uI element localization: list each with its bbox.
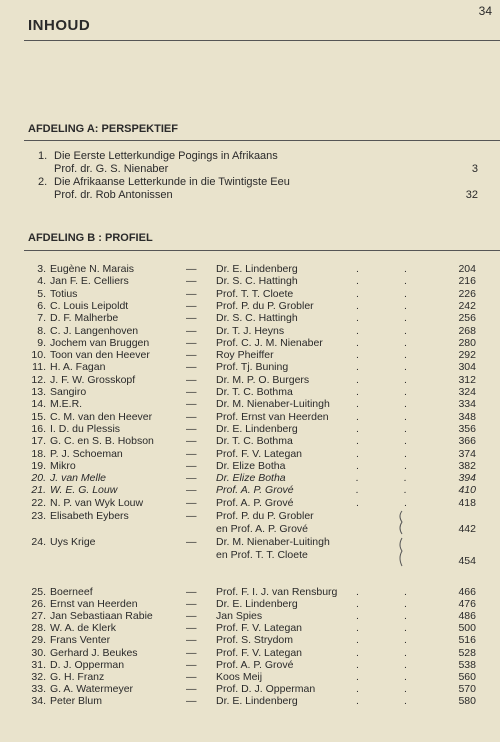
leader-dot: . [356, 299, 359, 312]
leader-dot: . [404, 324, 407, 337]
leader-dot: . [404, 610, 407, 623]
entry-subject: G. H. Franz [50, 670, 105, 683]
entry-page: 348 [458, 410, 476, 423]
entry-subject: W. A. de Klerk [50, 622, 116, 635]
toc-entry [0, 325, 500, 337]
entry-number: 30. [31, 646, 46, 659]
entry-subject: D. J. Opperman [50, 658, 125, 671]
leader-dot: . [356, 435, 359, 448]
entry-dash: — [186, 658, 197, 671]
entry-subject: Toon van den Heever [50, 349, 150, 362]
leader-dot: . [404, 336, 407, 349]
entry-author: Prof. C. J. M. Nienaber [216, 336, 323, 349]
leader-dot: . [356, 694, 359, 707]
entry-subject: Jochem van Bruggen [50, 336, 150, 349]
toc-entry [0, 386, 500, 398]
leader-dot: . [356, 312, 359, 325]
entry-page: 410 [458, 484, 476, 497]
leader-dot: . [356, 484, 359, 497]
entry-page: 304 [458, 361, 476, 374]
entry-number: 33. [31, 682, 46, 695]
entry-author: Koos Meij [216, 670, 263, 683]
toc-entry-cont [0, 523, 500, 535]
toc-entry [0, 300, 500, 312]
entry-subject: H. A. Fagan [50, 361, 106, 374]
leader-dot: . [404, 682, 407, 695]
entry-author: Prof. A. P. Grové [216, 658, 294, 671]
entry-author: Dr. E. Lindenberg [216, 598, 298, 611]
entry-dash: — [186, 472, 197, 485]
entry-author: Prof. P. du P. Grobler [216, 510, 314, 522]
entry-page: 454 [458, 555, 476, 567]
entry-number: 23. [31, 510, 46, 522]
entry-page: 226 [458, 287, 476, 300]
entry-number: 11. [32, 361, 46, 374]
entry-author: Dr. E. Lindenberg [216, 422, 298, 435]
leader-dot: . [404, 361, 407, 374]
entry-number: 16. [31, 422, 46, 435]
title-rule [24, 40, 500, 41]
entry-author: Prof. F. V. Lategan [216, 447, 303, 460]
toc-entry [0, 683, 500, 695]
toc-entry [0, 586, 500, 598]
toc-entry [0, 435, 500, 447]
leader-dot: . [356, 670, 359, 683]
entry-number: 19. [31, 459, 46, 472]
entry-number: 12. [31, 373, 46, 386]
entry-page: 500 [458, 622, 476, 635]
entry-dash: — [186, 536, 197, 548]
item-text [54, 176, 434, 202]
toc-entry-cont [0, 549, 500, 567]
toc-entry [0, 361, 500, 373]
entry-number: 34. [31, 694, 46, 707]
entry-subject: Elisabeth Eybers [50, 510, 129, 522]
entry-number: 3. [37, 263, 46, 275]
entry-author: Dr. T. C. Bothma [216, 386, 293, 398]
entry-page: 324 [458, 386, 476, 398]
entry-author: Prof. F. V. Lategan [216, 622, 303, 635]
entry-page: 334 [458, 398, 476, 411]
entry-author: Dr. S. C. Hattingh [216, 275, 298, 288]
entry-author: Dr. M. P. O. Burgers [216, 373, 310, 386]
leader-dot: . [404, 694, 407, 707]
toc-entry [0, 484, 500, 496]
section-a-rule [24, 140, 500, 141]
entry-dash: — [186, 299, 197, 312]
entry-subject: I. D. du Plessis [50, 422, 121, 435]
entry-author: Dr. E. Lindenberg [216, 263, 298, 275]
entry-author: Prof. F. I. J. van Rensburg [216, 586, 338, 598]
entry-dash: — [186, 694, 197, 707]
entry-number: 31. [31, 658, 46, 671]
entry-dash: — [186, 336, 197, 349]
entry-number: 21. [31, 484, 46, 497]
entry-author: Dr. Elize Botha [216, 472, 286, 485]
entry-author-2: en Prof. A. P. Grové [216, 523, 309, 535]
item-author: Prof. dr. Rob Antonissen [54, 189, 173, 201]
entry-author: Dr. M. Nienaber-Luitingh [216, 398, 330, 411]
leader-dot: . [404, 496, 407, 509]
toc-entry [0, 510, 500, 522]
leader-dot: . [356, 646, 359, 659]
entry-subject: Boerneef [50, 586, 93, 598]
leader-dot: . [356, 287, 359, 300]
entry-subject: G. A. Watermeyer [50, 682, 134, 695]
leader-dot: . [356, 336, 359, 349]
entry-author: Dr. Elize Botha [216, 459, 286, 472]
item-page: 3 [471, 163, 478, 175]
entry-author: Dr. T. J. Heyns [216, 324, 285, 337]
leader-dot: . [404, 373, 407, 386]
leader-dot: . [404, 658, 407, 671]
entry-subject: Jan F. E. Celliers [50, 275, 129, 288]
entry-page: 394 [458, 472, 476, 485]
toc-entry [0, 312, 500, 324]
entry-subject: Totius [50, 287, 78, 300]
entry-page: 382 [458, 459, 476, 472]
leader-dot: . [404, 263, 407, 275]
entry-number: 8. [37, 324, 46, 337]
entry-author: Dr. E. Lindenberg [216, 694, 298, 707]
entry-number: 9. [37, 336, 46, 349]
entry-author: Jan Spies [216, 610, 263, 623]
leader-dot: . [404, 598, 407, 611]
entry-dash: — [186, 622, 197, 635]
item-title: Die Afrikaanse Letterkunde in die Twintigste Eeu [54, 176, 290, 188]
leader-dot: . [356, 634, 359, 647]
toc-entry [0, 536, 500, 548]
entry-author: Roy Pheiffer [216, 349, 274, 362]
toc-entry [0, 598, 500, 610]
leader-dot: . [404, 484, 407, 497]
leader-dot: . [404, 398, 407, 411]
leader-dot: . [356, 622, 359, 635]
entry-subject: Eugène N. Marais [50, 263, 135, 275]
entry-subject: C. Louis Leipoldt [50, 299, 129, 312]
item-text [54, 150, 434, 176]
entry-page: 442 [458, 523, 476, 535]
leader-dot: . [404, 622, 407, 635]
leader-dot: . [356, 496, 359, 509]
entry-dash: — [186, 349, 197, 362]
leader-dot: . [356, 422, 359, 435]
entry-page: 516 [458, 634, 476, 647]
entry-author: Prof. S. Strydom [216, 634, 294, 647]
entry-dash: — [186, 646, 197, 659]
entry-dash: — [186, 634, 197, 647]
entry-page: 580 [458, 694, 476, 707]
toc-entry [0, 411, 500, 423]
entry-author: Prof. Tj. Buning [216, 361, 289, 374]
leader-dot: . [356, 361, 359, 374]
page-number: 34 [478, 4, 492, 18]
entry-author: Prof. A. P. Grové [216, 484, 294, 497]
leader-dot: . [356, 598, 359, 611]
entry-page: 216 [458, 275, 476, 288]
entry-page: 486 [458, 610, 476, 623]
entry-subject: Peter Blum [50, 694, 102, 707]
entry-dash: — [186, 682, 197, 695]
toc-entry [0, 622, 500, 634]
entry-dash: — [186, 263, 197, 275]
toc-entry [0, 263, 500, 275]
toc-entry [0, 671, 500, 683]
leader-dot: . [404, 386, 407, 398]
entry-page: 312 [458, 373, 476, 386]
entry-number: 18. [31, 447, 46, 460]
leader-dot: . [404, 312, 407, 325]
entry-dash: — [186, 287, 197, 300]
entry-author: Dr. S. C. Hattingh [216, 312, 298, 325]
leader-dot: . [356, 459, 359, 472]
leader-dot: . [356, 386, 359, 398]
entry-subject: Frans Venter [50, 634, 111, 647]
leader-dot: . [356, 610, 359, 623]
leader-dot: . [356, 373, 359, 386]
entry-dash: — [186, 398, 197, 411]
entry-number: 29. [31, 634, 46, 647]
entry-dash: — [186, 324, 197, 337]
toc-entry [0, 472, 500, 484]
entry-number: 10. [31, 349, 46, 362]
entry-dash: — [186, 510, 197, 522]
entry-page: 466 [458, 586, 476, 598]
entry-number: 17. [31, 435, 46, 448]
entry-author: Prof. P. du P. Grobler [216, 299, 314, 312]
entry-dash: — [186, 386, 197, 398]
entry-page: 418 [458, 496, 476, 509]
leader-dot: . [356, 447, 359, 460]
entry-author: Prof. F. V. Lategan [216, 646, 303, 659]
leader-dot: . [404, 670, 407, 683]
leader-dot: . [404, 422, 407, 435]
entry-dash: — [186, 610, 197, 623]
entry-dash: — [186, 410, 197, 423]
entry-subject: J. F. W. Grosskopf [50, 373, 136, 386]
entry-subject: J. van Melle [50, 472, 107, 485]
entry-number: 14. [31, 398, 46, 411]
entry-number: 22. [31, 496, 46, 509]
entry-number: 27. [31, 610, 46, 623]
entry-subject: M.E.R. [50, 398, 83, 411]
toc-entry [0, 337, 500, 349]
toc-entry [0, 288, 500, 300]
entry-author: Prof. Ernst van Heerden [216, 410, 329, 423]
entry-page: 356 [458, 422, 476, 435]
leader-dot: . [404, 435, 407, 448]
entry-author: Dr. T. C. Bothma [216, 435, 293, 448]
entry-number: 6. [37, 299, 46, 312]
entry-subject: C. J. Langenhoven [50, 324, 139, 337]
entry-number: 26. [31, 598, 46, 611]
entry-number: 28. [31, 622, 46, 635]
toc-entry [0, 374, 500, 386]
toc-entry [0, 695, 500, 707]
entry-page: 476 [458, 598, 476, 611]
entry-dash: — [186, 435, 197, 448]
entry-number: 13. [31, 386, 46, 398]
leader-dot: . [356, 410, 359, 423]
entry-subject: Gerhard J. Beukes [50, 646, 138, 659]
entry-subject: Uys Krige [50, 536, 96, 548]
entry-page: 204 [458, 263, 476, 275]
leader-dot: . [356, 658, 359, 671]
page-title: INHOUD [28, 17, 91, 34]
leader-dot: . [356, 398, 359, 411]
item-title: Die Eerste Letterkundige Pogings in Afrikaans [54, 150, 278, 162]
entry-page: 256 [458, 312, 476, 325]
entry-dash: — [186, 598, 197, 611]
toc-entry [0, 610, 500, 622]
leader-dot: . [356, 586, 359, 598]
toc-entry [0, 497, 500, 509]
leader-dot: . [356, 349, 359, 362]
section-b-rule [24, 250, 500, 251]
entry-subject: C. M. van den Heever [50, 410, 153, 423]
leader-dot: . [404, 634, 407, 647]
leader-dot: . [404, 586, 407, 598]
entry-author: Dr. M. Nienaber-Luitingh [216, 536, 330, 548]
entry-author-2: en Prof. T. T. Cloete [216, 549, 308, 561]
entry-page: 528 [458, 646, 476, 659]
entry-subject: Jan Sebastiaan Rabie [50, 610, 153, 623]
entry-subject: Mikro [50, 459, 76, 472]
entry-number: 5. [37, 287, 46, 300]
toc-entry [0, 349, 500, 361]
item-number: 1. [38, 150, 48, 162]
entry-dash: — [186, 459, 197, 472]
entry-number: 24. [31, 536, 46, 548]
entry-page: 292 [458, 349, 476, 362]
entry-dash: — [186, 586, 197, 598]
entry-number: 15. [31, 410, 46, 423]
entry-dash: — [186, 312, 197, 325]
entry-subject: D. F. Malherbe [50, 312, 119, 325]
entry-dash: — [186, 484, 197, 497]
item-number: 2. [38, 176, 48, 188]
entry-number: 25. [31, 586, 46, 598]
leader-dot: . [404, 410, 407, 423]
entry-page: 560 [458, 670, 476, 683]
entry-page: 242 [458, 299, 476, 312]
toc-entry [0, 460, 500, 472]
toc-entry [0, 398, 500, 410]
leader-dot: . [404, 275, 407, 288]
leader-dot: . [404, 349, 407, 362]
entry-author: Prof. A. P. Grové [216, 496, 294, 509]
entry-subject: N. P. van Wyk Louw [50, 496, 144, 509]
item-author: Prof. dr. G. S. Nienaber [54, 163, 169, 175]
entry-number: 20. [31, 472, 46, 485]
entry-dash: — [186, 670, 197, 683]
entry-subject: G. C. en S. B. Hobson [50, 435, 154, 448]
entry-page: 374 [458, 447, 476, 460]
leader-dot: . [404, 287, 407, 300]
section-b-heading: AFDELING B : PROFIEL [28, 232, 153, 244]
toc-entry [0, 647, 500, 659]
entry-dash: — [186, 496, 197, 509]
entry-page: 570 [458, 682, 476, 695]
entry-page: 366 [458, 435, 476, 448]
entry-subject: Sangiro [50, 386, 87, 398]
entry-dash: — [186, 422, 197, 435]
toc-entry [0, 659, 500, 671]
entry-author: Prof. T. T. Cloete [216, 287, 294, 300]
entry-page: 538 [458, 658, 476, 671]
toc-entry [0, 275, 500, 287]
entry-dash: — [186, 275, 197, 288]
leader-dot: . [356, 324, 359, 337]
leader-dot: . [356, 263, 359, 275]
leader-dot: . [356, 275, 359, 288]
entry-number: 32. [31, 670, 46, 683]
leader-dot: . [356, 682, 359, 695]
entry-dash: — [186, 373, 197, 386]
toc-entry [0, 423, 500, 435]
entry-page: 268 [458, 324, 476, 337]
leader-dot: . [404, 299, 407, 312]
leader-dot: . [404, 646, 407, 659]
entry-page: 280 [458, 336, 476, 349]
entry-author: Prof. D. J. Opperman [216, 682, 316, 695]
entry-subject: W. E. G. Louw [50, 484, 118, 497]
toc-entry [0, 634, 500, 646]
entry-subject: Ernst van Heerden [50, 598, 138, 611]
item-page: 32 [465, 189, 478, 201]
entry-dash: — [186, 361, 197, 374]
entry-subject: P. J. Schoeman [50, 447, 123, 460]
leader-dot: . [404, 447, 407, 460]
toc-entry [0, 448, 500, 460]
entry-number: 4. [37, 275, 46, 288]
entry-dash: — [186, 447, 197, 460]
entry-number: 7. [37, 312, 46, 325]
leader-dot: . [404, 459, 407, 472]
section-a-heading: AFDELING A: PERSPEKTIEF [28, 123, 178, 135]
leader-dot: . [356, 472, 359, 485]
leader-dot: . [404, 472, 407, 485]
